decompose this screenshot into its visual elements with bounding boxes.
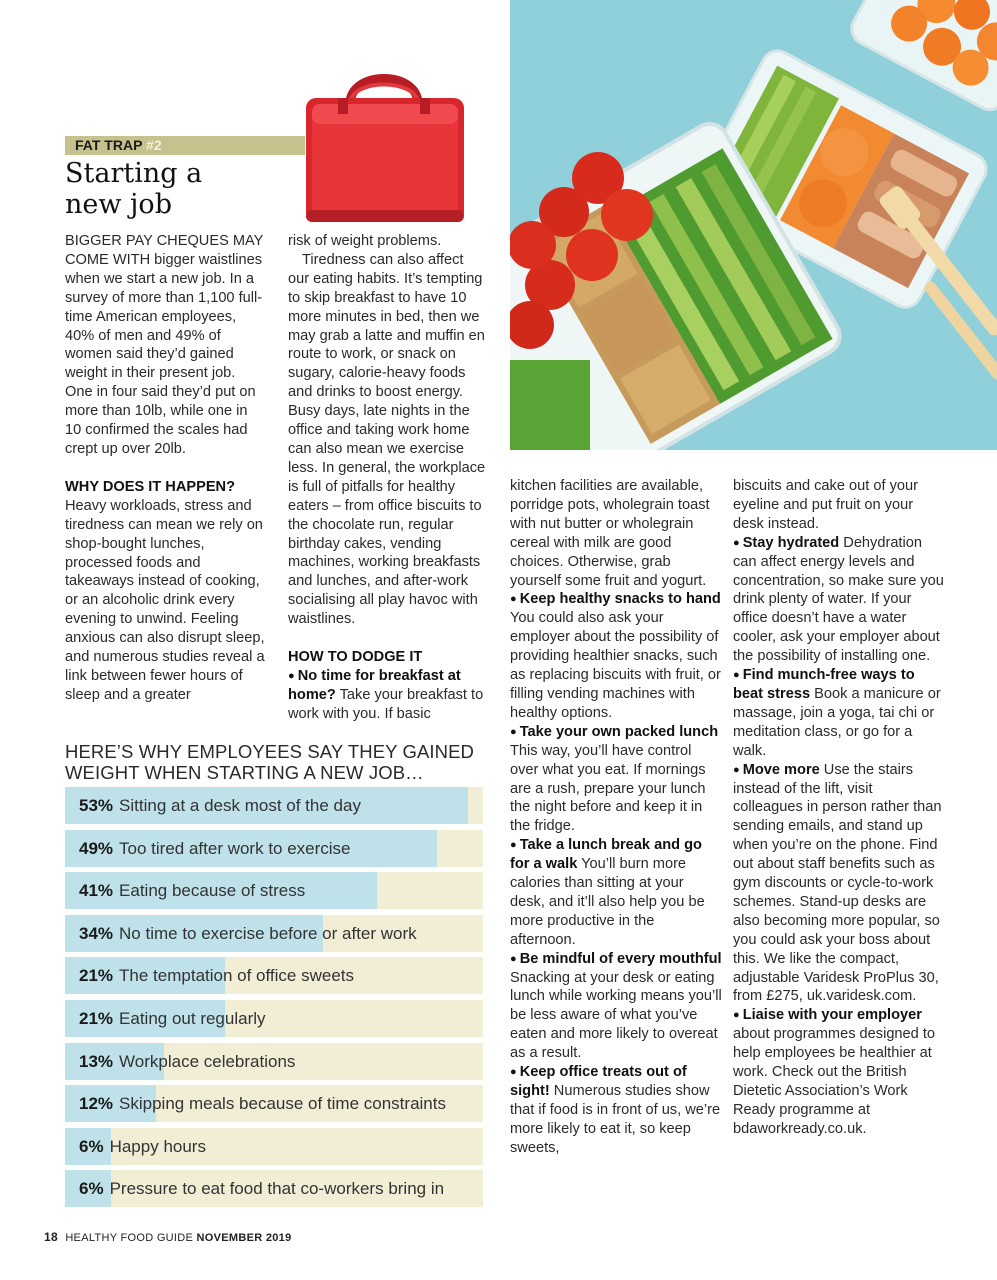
tip-packed-lunch-title: ● Take your own packed lunch bbox=[510, 724, 718, 740]
tip-breakfast-continued: kitchen facilities are available, porridge pots, wholegrain toast with nut butter or wholegrain cereal with milk are good choices. Otherwise, grab yourself some fruit and yogurt. bbox=[510, 478, 710, 589]
bar-category-label: Pressure to eat food that co-workers bring in bbox=[109, 1179, 445, 1199]
bar-label bbox=[79, 1000, 266, 1037]
tip-move-more-text: Use the stairs instead of the lift, visit colleagues in person rather than sending emails, and stand up when you’re on the phone. Find out about staff benefits such as gym discounts or cycle-to-work schemes. Stand-up desks are also becoming more popular, so you could ask your boss about this. We like the compact, adjustable Varidesk ProPlus 30, from £275, uk.varidesk.com. bbox=[733, 761, 942, 1005]
tip-snacks bbox=[510, 590, 722, 722]
title-line-2: new job bbox=[65, 189, 172, 220]
tip-mindful-title: ● Be mindful of every mouthful bbox=[510, 951, 722, 967]
tip-treats bbox=[510, 1063, 722, 1158]
tip-mindful bbox=[510, 950, 722, 1063]
why-heading: WHY DOES IT HAPPEN? bbox=[65, 478, 236, 495]
bar-label bbox=[79, 1043, 295, 1080]
bar-label bbox=[79, 1128, 206, 1165]
bar-row bbox=[65, 1085, 483, 1122]
bar-label bbox=[79, 787, 361, 824]
tip-lunch-walk bbox=[510, 836, 722, 949]
article-column-4 bbox=[733, 477, 945, 1139]
bar-label bbox=[79, 915, 417, 952]
bar-label bbox=[79, 957, 354, 994]
tip-lunch-walk-text: You’ll burn more calories than sitting at your desk, and it’ll also help you be more productive in the afternoon. bbox=[510, 856, 705, 948]
page-number: 18 bbox=[44, 1230, 58, 1244]
bar-category-label: Workplace celebrations bbox=[119, 1051, 296, 1071]
bar-value-label: 13% bbox=[79, 1051, 114, 1071]
bar-category-label: Skipping meals because of time constraints bbox=[119, 1094, 446, 1114]
tip-stress-text: Book a manicure or massage, join a yoga, tai chi or meditation class, or go for a walk. bbox=[733, 685, 941, 759]
bar-row bbox=[65, 787, 483, 824]
tiredness-paragraph: Tiredness can also affect our eating habits. It’s tempting to skip breakfast to have 10 more minutes in bed, then we may grab a latte and muffin en route to work, or snack on sugary, calorie-heavy foods and drinks to boost energy. Busy days, late nights in the office and taking work home can also mean we exercise less. In general, the workplace is full of pitfalls for healthy eaters – from office biscuits to the chocolate run, regular birthday cakes, vending machines, working breakfasts and lunches, and after-work socialising all play havoc with waistlines. bbox=[288, 251, 486, 628]
tip-breakfast-title: ● No time for breakfast at home? bbox=[288, 668, 461, 703]
intro-paragraph: BIGGER PAY CHEQUES MAY COME WITH bigger waistlines when we start a new job. In a survey of more than 1,100 full-time American employees, 40% of men and 49% of women said they’d gained weight in their present job. One in four said they’d put on more than 10lb, while one in 10 confirmed the scales had crept up over 20lb. bbox=[65, 233, 264, 457]
bar-value-label: 6% bbox=[79, 1179, 104, 1199]
tip-snacks-title: ● Keep healthy snacks to hand bbox=[510, 591, 721, 607]
lunchbox-photo bbox=[510, 0, 997, 450]
bar-category-label: Eating because of stress bbox=[119, 881, 306, 901]
bar-value-label: 34% bbox=[79, 923, 114, 943]
article-column-2 bbox=[288, 232, 488, 724]
bar-category-label: Too tired after work to exercise bbox=[119, 838, 351, 858]
dodge-heading: HOW TO DODGE IT bbox=[288, 649, 423, 666]
bar-value-label: 6% bbox=[79, 1136, 104, 1156]
tip-employer-title: ● Liaise with your employer bbox=[733, 1007, 922, 1023]
bar-label bbox=[79, 1170, 444, 1207]
kicker-label: FAT TRAP bbox=[75, 137, 143, 153]
bar-label bbox=[79, 830, 351, 867]
bar-row bbox=[65, 830, 483, 867]
tip-hydrated-title: ● Stay hydrated bbox=[733, 535, 839, 551]
issue-date: NOVEMBER 2019 bbox=[196, 1232, 292, 1244]
tip-treats-text: Numerous studies show that if food is in front of us, we’re more likely to eat it, so keep sweets, bbox=[510, 1083, 721, 1156]
tip-lunch-walk-title: ● Take a lunch break and go for a walk bbox=[510, 837, 702, 872]
tip-stress-title: ● Find munch-free ways to beat stress bbox=[733, 667, 915, 702]
bar-label bbox=[79, 1085, 446, 1122]
kicker-number: #2 bbox=[146, 137, 162, 153]
tip-treats-continued: biscuits and cake out of your eyeline and put fruit on your desk instead. bbox=[733, 478, 918, 532]
tip-hydrated-text: Dehydration can affect energy levels and concentration, so make sure you drink plenty of water. If your office doesn’t have a water cooler, ask your employer about the possibility of installing one. bbox=[733, 534, 944, 665]
article-title bbox=[65, 158, 295, 220]
magazine-name: HEALTHY FOOD GUIDE bbox=[65, 1232, 194, 1244]
bar-value-label: 12% bbox=[79, 1094, 114, 1114]
tip-move-more-title: ● Move more bbox=[733, 762, 820, 778]
chart-title: HERE’S WHY EMPLOYEES SAY THEY GAINED WEIGHT WHEN STARTING A NEW JOB… bbox=[65, 741, 475, 783]
bar-category-label: Sitting at a desk most of the day bbox=[119, 796, 361, 815]
tip-packed-lunch-text: This way, you’ll have control over what you eat. If mornings are a rush, prepare your lunch the night before and keep it in the fridge. bbox=[510, 742, 706, 835]
lunchbox-illustration bbox=[510, 0, 997, 450]
survey-bar-chart bbox=[65, 787, 483, 1213]
tip-breakfast-text: Take your breakfast to work with you. If basic bbox=[288, 686, 484, 722]
tip-hydrated bbox=[733, 534, 945, 666]
why-paragraph: Heavy workloads, stress and tiredness can mean we rely on shop-bought lunches, processed foods and takeaways instead of cooking, or an alcoholic drink every evening to unwind. Feeling anxious can also disrupt sleep, and numerous studies reveal a link between fewer hours of sleep and a greater bbox=[65, 497, 265, 703]
tip-stress bbox=[733, 666, 945, 761]
bar-value-label: 41% bbox=[79, 881, 114, 901]
tip-snacks-text: You could also ask your employer about the possibility of providing healthier snacks, such as replacing biscuits with fruit, or filling vending machines with healthy options. bbox=[510, 610, 721, 721]
tip-breakfast bbox=[288, 667, 488, 724]
article-column-3 bbox=[510, 477, 722, 1158]
section-kicker bbox=[65, 136, 305, 155]
bar-category-label: The temptation of office sweets bbox=[119, 966, 355, 986]
bar-category-label: No time to exercise before or after work bbox=[119, 923, 417, 943]
bar-category-label: Eating out regularly bbox=[119, 1008, 266, 1028]
page-footer bbox=[44, 1230, 292, 1244]
tip-packed-lunch bbox=[510, 723, 722, 836]
tip-move-more bbox=[733, 761, 945, 1007]
bar-row bbox=[65, 915, 483, 952]
bar-value-label: 21% bbox=[79, 1008, 114, 1028]
bar-category-label: Happy hours bbox=[109, 1136, 206, 1156]
bar-row bbox=[65, 1170, 483, 1207]
tip-employer bbox=[733, 1006, 945, 1138]
briefcase-icon bbox=[298, 60, 470, 230]
bar-value-label: 49% bbox=[79, 838, 114, 858]
article-column-1 bbox=[65, 232, 265, 705]
bar-label bbox=[79, 872, 305, 909]
bar-row bbox=[65, 957, 483, 994]
briefcase-illustration bbox=[298, 60, 470, 230]
tip-employer-text: about programmes designed to help employees be healthier at work. Check out the British Dietetic Association’s Work Ready programme at bdaworkready.co.uk. bbox=[733, 1026, 936, 1137]
tip-treats-title: ● Keep office treats out of sight! bbox=[510, 1064, 687, 1099]
continued-paragraph: risk of weight problems. bbox=[288, 233, 442, 249]
bar-value-label: 21% bbox=[79, 966, 114, 986]
tip-mindful-text: Snacking at your desk or eating lunch while working means you’ll be less aware of what you’ve eaten and more likely to overeat as a result. bbox=[510, 969, 722, 1062]
bar-row bbox=[65, 1043, 483, 1080]
title-line-1: Starting a bbox=[65, 158, 203, 189]
bar-row bbox=[65, 872, 483, 909]
bar-row bbox=[65, 1000, 483, 1037]
bar-row bbox=[65, 1128, 483, 1165]
bar-value-label: 53% bbox=[79, 796, 114, 815]
